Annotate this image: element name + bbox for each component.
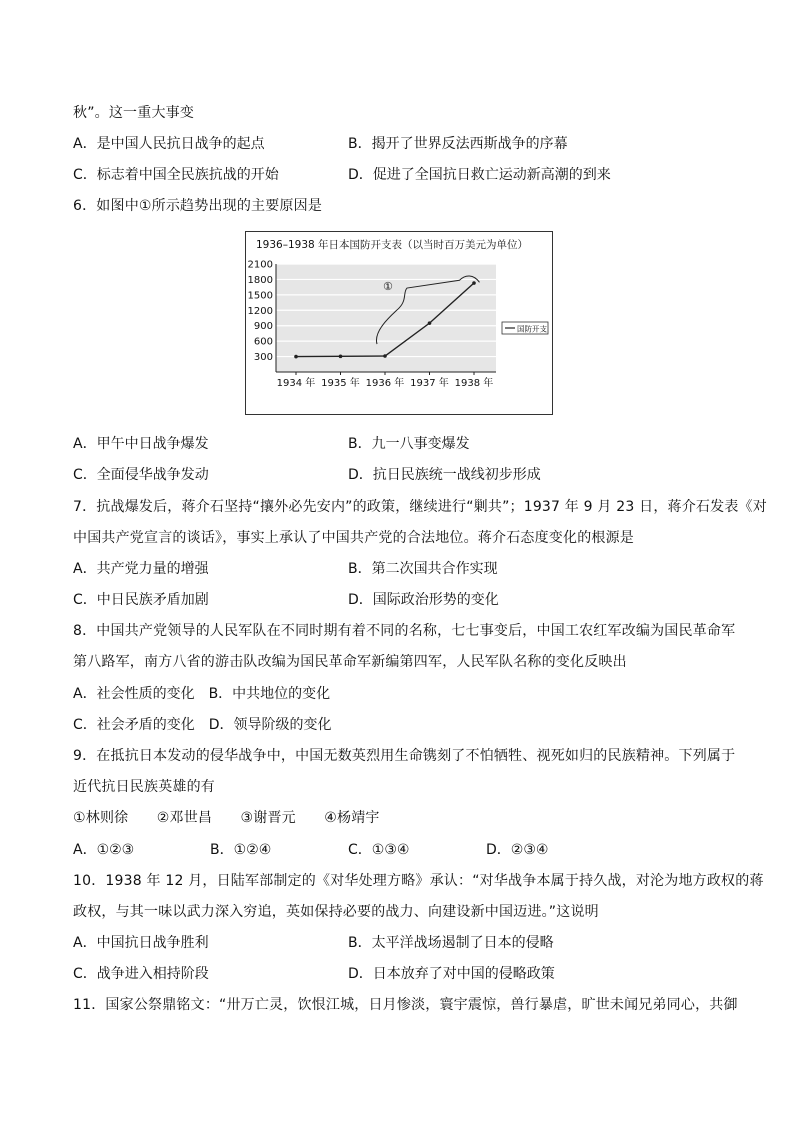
q9-items: ①林则徐 ②邓世昌 ③谢晋元 ④杨靖宇 [73, 810, 380, 826]
x-tick-label: 1938 年 [454, 378, 494, 389]
q6-stem: 6．如图中①所示趋势出现的主要原因是 [73, 198, 323, 214]
x-tick-label: 1937 年 [410, 378, 449, 389]
y-tick-label: 600 [253, 336, 273, 348]
q8-stem-line2: 第八路军，南方八省的游击队改编为国民革命军新编第四军，人民军队名称的变化反映出 [73, 654, 627, 670]
q7-stem-line2: 中国共产党宣言的谈话》，事实上承认了中国共产党的合法地位。蒋介石态度变化的根源是 [73, 530, 634, 546]
q8-options-cd: C．社会矛盾的变化 D．领导阶级的变化 [73, 717, 332, 733]
y-tick-label: 1200 [247, 305, 273, 317]
q6-option-b: B．九一八事变爆发 [348, 436, 470, 452]
y-tick-label: 900 [253, 321, 273, 333]
q9-option-d: D．②③④ [486, 842, 549, 858]
q8-stem-line1: 8．中国共产党领导的人民军队在不同时期有着不同的名称，七七事变后，中国工农红军改编为国民革命军 [73, 623, 736, 639]
legend-label: 国防开支 [517, 324, 547, 334]
q10-option-a: A．中国抗日战争胜利 [73, 935, 209, 951]
q10-option-d: D．日本放弃了对中国的侵略政策 [348, 966, 555, 982]
q5-stem-tail: 秋”。这一重大事变 [73, 105, 195, 121]
x-tick-label: 1935 年 [321, 378, 360, 389]
q10-option-b: B．太平洋战场遏制了日本的侵略 [348, 935, 554, 951]
q10-option-c: C．战争进入相持阶段 [73, 966, 209, 982]
q9-option-b: B．①②④ [210, 842, 272, 858]
data-point [294, 355, 298, 359]
q6-option-c: C．全面侵华战争发动 [73, 467, 209, 483]
q7-option-d: D．国际政治形势的变化 [348, 592, 499, 608]
defense-spending-chart [245, 231, 553, 415]
q11-stem: 11．国家公祭鼎铭文：“卅万亡灵，饮恨江城，日月惨淡，寰宇震惊，兽行暴虐，旷世未闻兄弟同心，共御 [73, 997, 738, 1013]
q7-option-b: B．第二次国共合作实现 [348, 561, 498, 577]
x-tick-label: 1936 年 [365, 378, 405, 389]
q9-option-c: C．①③④ [348, 842, 410, 858]
data-point [339, 355, 343, 359]
q5-option-b: B．揭开了世界反法西斯战争的序幕 [348, 136, 568, 152]
q9-stem-line1: 9．在抵抗日本发动的侵华战争中，中国无数英烈用生命镌刻了不怕牺牲、视死如归的民族精神。下列属于 [73, 748, 736, 764]
x-tick-label: 1934 年 [276, 378, 316, 389]
q8-options-ab: A．社会性质的变化 B．中共地位的变化 [73, 686, 331, 702]
q6-option-a: A．甲午中日战争爆发 [73, 436, 209, 452]
data-point [383, 354, 387, 358]
data-point [472, 281, 476, 285]
q9-stem-line2: 近代抗日民族英雄的有 [73, 779, 215, 795]
y-tick-label: 1800 [247, 274, 273, 286]
q7-option-c: C．中日民族矛盾加剧 [73, 592, 209, 608]
q5-option-d: D．促进了全国抗日救亡运动新高潮的到来 [348, 167, 611, 183]
annotation-marker: ① [383, 280, 393, 294]
q7-option-a: A．共产党力量的增强 [73, 561, 209, 577]
chart-svg [246, 232, 552, 414]
y-tick-label: 1500 [247, 290, 273, 302]
q6-option-d: D．抗日民族统一战线初步形成 [348, 467, 541, 483]
q10-stem-line1: 10．1938 年 12 月，日陆军部制定的《对华处理方略》承认：“对华战争本属于持久战，对沦为地方政权的蒋 [73, 873, 764, 889]
data-point [428, 321, 432, 325]
q10-stem-line2: 政权，与其一味以武力深入穷追，英如保持必要的战力、向建设新中国迈进。”这说明 [73, 904, 599, 920]
q7-stem-line1: 7．抗战爆发后，蒋介石坚持“攘外必先安内”的政策，继续进行“剿共”；1937 年 9 月 23 日，蒋介石发表《对 [73, 499, 767, 515]
q9-option-a: A．①②③ [73, 842, 135, 858]
y-tick-label: 300 [253, 352, 273, 364]
q5-option-a: A．是中国人民抗日战争的起点 [73, 136, 265, 152]
y-tick-label: 2100 [247, 259, 273, 271]
q5-option-c: C．标志着中国全民族抗战的开始 [73, 167, 279, 183]
chart-title: 1936–1938 年日本国防开支表（以当时百万美元为单位） [256, 239, 529, 251]
